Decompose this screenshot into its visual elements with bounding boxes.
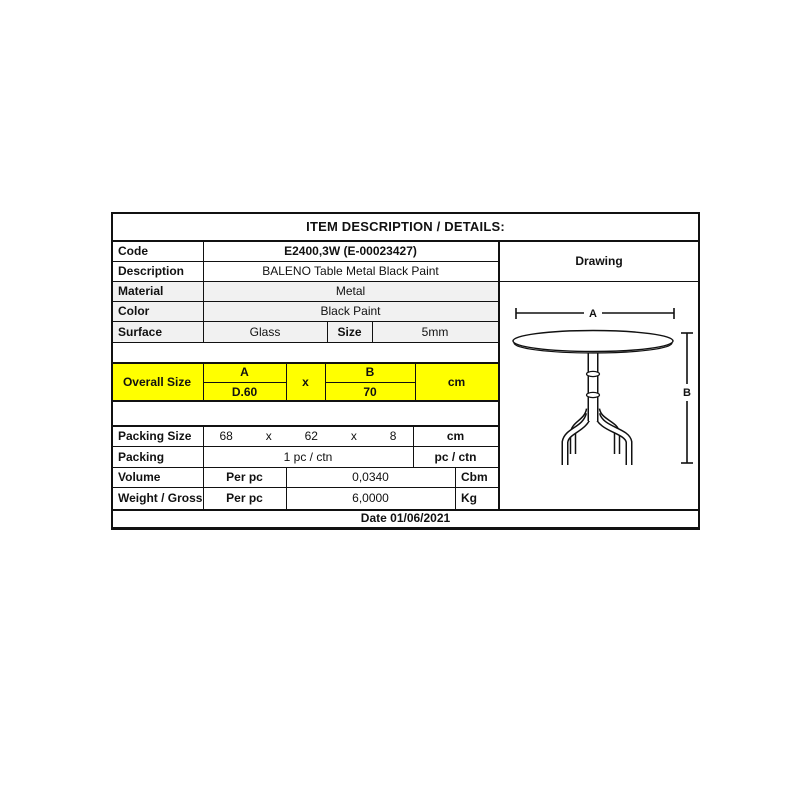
packing-size-values [203, 425, 413, 446]
surface-label: Surface [118, 324, 163, 339]
dimension-a-label: A [589, 308, 597, 320]
overall-size-b-header: B [365, 365, 375, 379]
overall-size-unit: cm [447, 375, 466, 389]
description-value: BALENO Table Metal Black Paint [262, 264, 439, 278]
color-value: Black Paint [320, 304, 381, 318]
color-label: Color [118, 304, 150, 318]
volume-value: 0,0340 [352, 470, 389, 484]
overall-size-a-header: A [240, 365, 249, 379]
volume-per: Per pc [226, 470, 263, 484]
grid-line [111, 342, 498, 343]
table-title: ITEM DESCRIPTION / DETAILS: [306, 218, 505, 234]
drawing-title: Drawing [575, 253, 623, 268]
weight-gross-per: Per pc [226, 491, 263, 505]
overall-size-separator: x [302, 375, 309, 389]
table-drawing-figure [498, 281, 700, 509]
weight-gross-unit: Kg [461, 491, 477, 505]
material-label: Material [118, 284, 164, 298]
weight-gross-label: Weight / Gross [118, 491, 203, 505]
date-footer: Date 01/06/2021 [360, 511, 451, 525]
grid-line [111, 527, 700, 530]
packing-value: 1 pc / ctn [283, 449, 333, 464]
packing-size-dim2: 62 [304, 428, 318, 443]
overall-size-label: Overall Size [122, 375, 192, 389]
dimension-b-label: B [683, 387, 691, 399]
code-value: E2400,3W (E-00023427) [284, 243, 417, 258]
volume-unit: Cbm [461, 470, 488, 484]
packing-size-x1: x [265, 428, 272, 443]
surface-size-label: Size [337, 324, 362, 339]
weight-gross-value: 6,0000 [352, 491, 389, 505]
packing-size-unit: cm [446, 428, 465, 443]
overall-size-b-value: 70 [363, 384, 377, 399]
description-label: Description [118, 264, 185, 278]
item-description-table [111, 212, 700, 530]
packing-label: Packing [118, 449, 165, 464]
code-label: Code [118, 243, 148, 258]
packing-size-label: Packing Size [118, 428, 192, 443]
surface-size-value: 5mm [421, 324, 449, 339]
surface-value: Glass [249, 324, 281, 339]
packing-unit: pc / ctn [434, 449, 477, 464]
material-value: Metal [335, 284, 366, 298]
overall-size-a-value: D.60 [231, 384, 258, 399]
packing-size-dim3: 8 [389, 428, 397, 443]
packing-size-x2: x [350, 428, 357, 443]
packing-size-dim1: 68 [219, 428, 233, 443]
volume-label: Volume [118, 470, 161, 484]
